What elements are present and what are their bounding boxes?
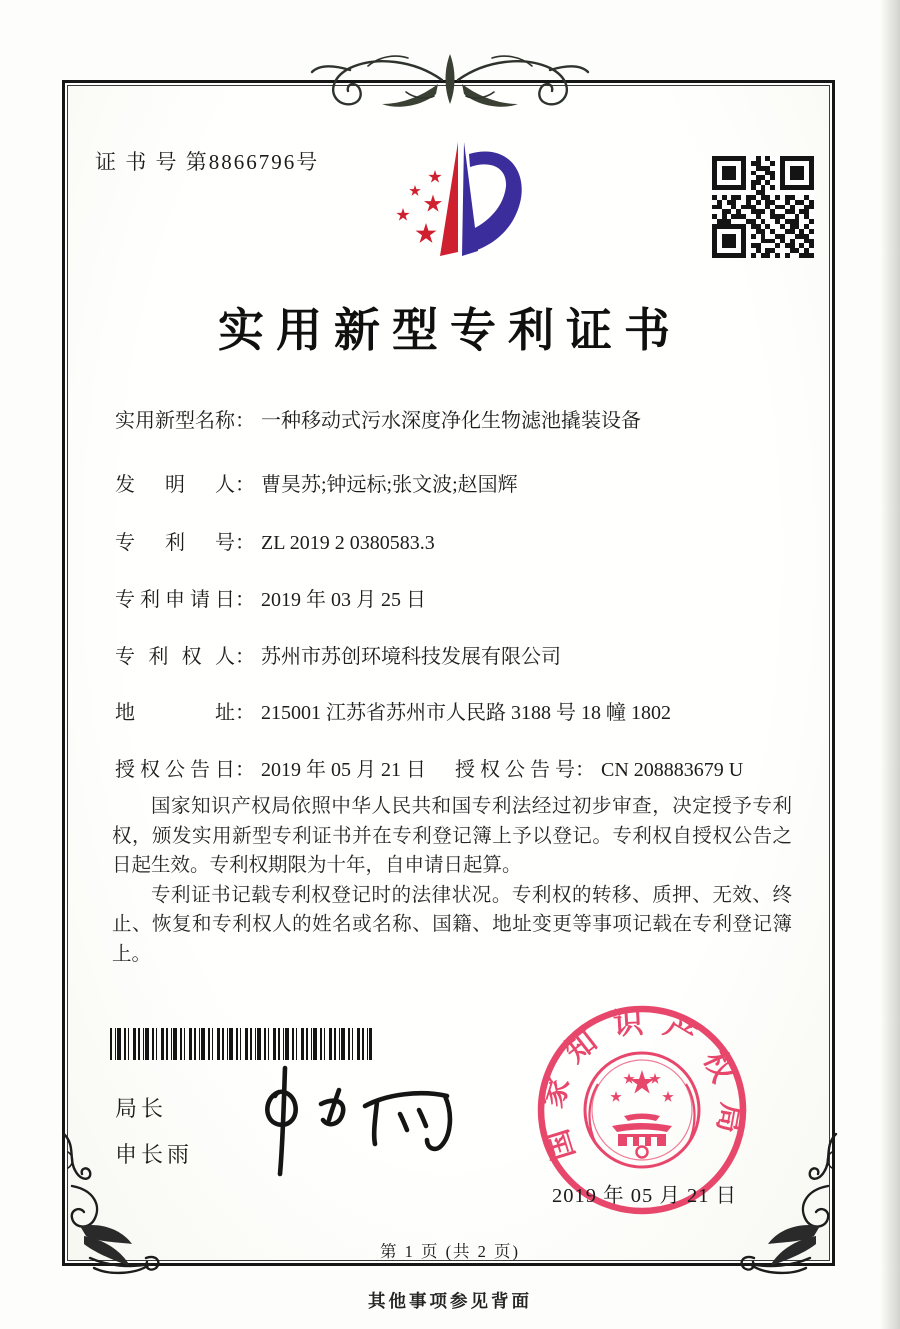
field-value: 2019 年 03 月 25 日 [261, 589, 426, 611]
cnipa-logo-icon [368, 134, 540, 270]
field-label: 实用新型名称 [115, 410, 235, 432]
field-label: 专利权人 [115, 646, 235, 668]
director-signature-icon [235, 1062, 475, 1177]
field-value: 2019 年 05 月 21 日 [261, 759, 426, 781]
field-row-patentee [115, 640, 805, 670]
seal-date: 2019 年 05 月 21 日 [552, 1185, 738, 1207]
field-colon: ： [235, 646, 255, 668]
field-value: 曹昊苏;钟远标;张文波;赵国辉 [261, 474, 518, 496]
field-row-patent-number [115, 526, 805, 556]
field-grant-number [455, 753, 743, 782]
legal-text [112, 792, 792, 969]
field-colon: ： [235, 759, 255, 781]
field-label: 授权公告日 [115, 759, 235, 781]
field-row-grant [115, 753, 805, 783]
field-colon: ： [575, 759, 595, 781]
page-number: 第 1 页 (共 2 页) [379, 1242, 521, 1261]
field-colon: ： [235, 532, 255, 554]
legal-paragraph-2: 专利证书记载专利权登记时的法律状况。专利权的转移、质押、无效、终止、恢复和专利权人的姓名或名称、国籍、地址变更等事项记载在专利登记簿上。 [112, 884, 792, 965]
qr-code [712, 156, 814, 258]
barcode [110, 1028, 372, 1060]
legal-paragraph-1: 国家知识产权局依照中华人民共和国专利法经过初步审查，决定授予专利权，颁发实用新型专利证书并在专利登记簿上予以登记。专利权自授权公告之日起生效。专利权期限为十年，自申请日起算。 [112, 796, 792, 876]
director-name: 申长雨 [115, 1142, 194, 1167]
field-row-address [115, 696, 805, 726]
field-colon: ： [235, 702, 255, 724]
certificate-title: 实用新型专利证书 [218, 305, 682, 356]
field-value: 215001 江苏省苏州市人民路 3188 号 18 幢 1802 [261, 702, 671, 724]
top-scroll-ornament-icon [310, 46, 590, 118]
field-row-utility-name [115, 404, 805, 434]
field-row-filing-date [115, 583, 805, 613]
field-value: 苏州市苏创环境科技发展有限公司 [261, 646, 561, 668]
field-colon: ： [235, 474, 255, 496]
corner-ornament-left-icon [50, 1126, 165, 1276]
field-value: CN 208883679 U [601, 759, 744, 781]
field-label: 发明人 [115, 474, 235, 496]
field-colon: ： [235, 589, 255, 611]
back-side-note: 其他事项参见背面 [368, 1291, 532, 1311]
certificate-number: 证 书 号 第8866796号 [95, 150, 320, 174]
field-label: 专利号 [115, 532, 235, 554]
field-value: ZL 2019 2 0380583.3 [261, 532, 435, 554]
national-emblem-icon [585, 1053, 699, 1167]
field-label: 地址 [115, 702, 235, 724]
seal-text: 国家知识产权局 [535, 1005, 749, 1164]
field-row-inventors [115, 468, 805, 498]
field-value: 一种移动式污水深度净化生物滤池撬装设备 [261, 410, 641, 432]
director-title: 局长 [115, 1096, 168, 1121]
field-label: 授权公告号 [455, 759, 575, 781]
field-label: 专利申请日 [115, 589, 235, 611]
field-colon: ： [235, 410, 255, 432]
